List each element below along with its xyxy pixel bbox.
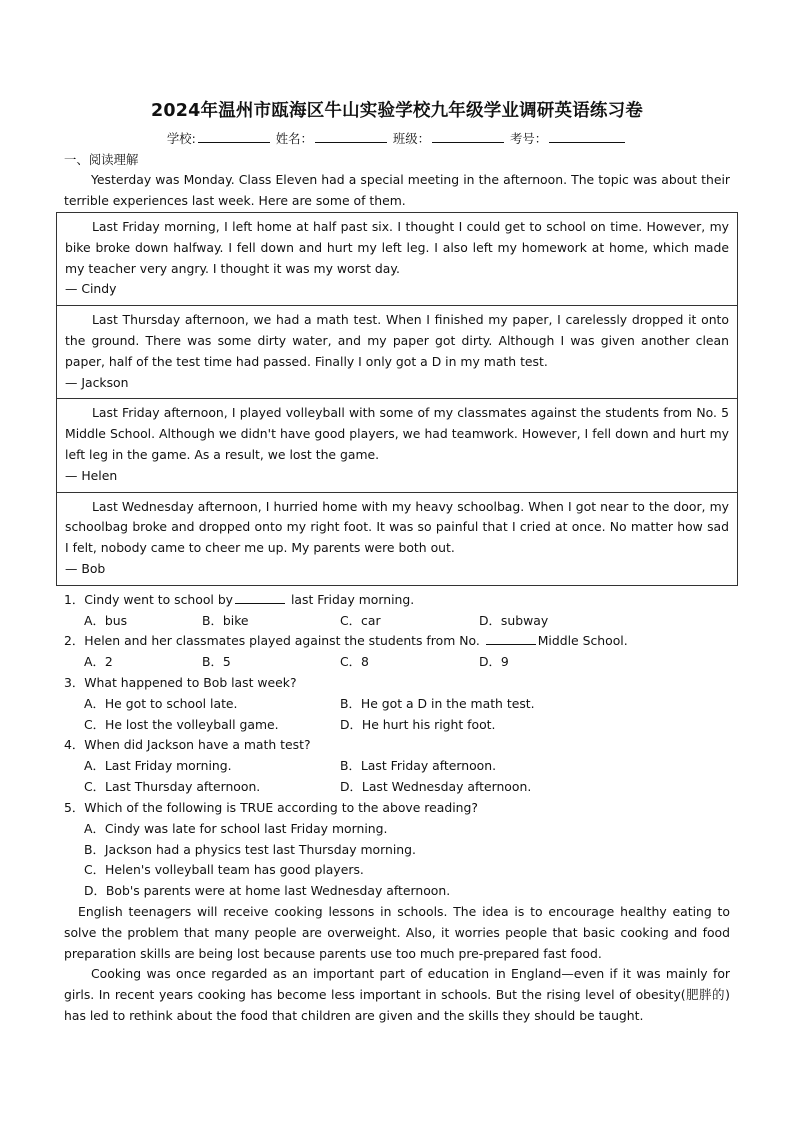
question-2	[64, 631, 730, 652]
question-number: 2．	[64, 633, 85, 648]
option-d[interactable]: D．subway	[479, 613, 549, 628]
options-q2	[84, 652, 730, 673]
question-number: 4．	[64, 737, 85, 752]
options-q4-row1	[84, 756, 730, 777]
question-text-end: Middle School.	[537, 633, 628, 648]
option-d[interactable]: D．9	[479, 654, 509, 669]
story-author: — Helen	[65, 467, 118, 483]
class-label: 班级：	[392, 131, 431, 146]
intro-paragraph: Yesterday was Monday. Class Eleven had a special meeting in the afternoon. The topic was about their terrible experiences last week. Here are some of them.	[64, 172, 730, 208]
question-text: Helen and her classmates played against the students from No.	[84, 633, 484, 648]
option-a[interactable]: A．He got to school late.	[84, 696, 238, 711]
options-q1	[84, 611, 730, 632]
stories-box	[56, 212, 738, 586]
option-a[interactable]: A．Cindy was late for school last Friday morning.	[84, 821, 388, 836]
school-label: 学校:	[166, 131, 196, 146]
name-label: 姓名：	[275, 131, 313, 146]
question-text: Which of the following is TRUE according to the above reading?	[84, 800, 478, 815]
question-number: 1．	[64, 592, 85, 607]
question-number: 3．	[64, 675, 85, 690]
question-3	[64, 673, 730, 694]
option-c[interactable]: C．8	[340, 654, 369, 669]
option-d[interactable]: D．Last Wednesday afternoon.	[340, 779, 532, 794]
question-text: When did Jackson have a math test?	[84, 737, 311, 752]
story-author: — Cindy	[65, 281, 117, 297]
story-author: — Jackson	[65, 374, 129, 390]
story-text: Last Friday afternoon, I played volleyball with some of my classmates against the students from No. 5 Middle School. Although we didn't have good players, we had teamwork. However, I fell down and hurt my left leg in the game. As a result, we lost the game.	[65, 405, 729, 462]
option-a[interactable]: A．bus	[84, 613, 128, 628]
passage2-paragraph-2: Cooking was once regarded as an important part of education in England—even if it was mainly for girls. In recent years cooking has become less important in schools. But the rising level of obesity(肥胖的) has led to rethink about the food that children are given and the skills they should be taught.	[64, 966, 730, 1023]
options-q3-row2	[84, 715, 730, 736]
story-cindy	[57, 213, 737, 306]
options-q4-row2	[84, 777, 730, 798]
story-text: Last Wednesday afternoon, I hurried home with my heavy schoolbag. When I got near to the door, my schoolbag broke and dropped onto my right foot. It was so painful that I cried at once. No matter how sad I felt, nobody came to cheer me up. My parents were both out.	[65, 498, 729, 556]
story-author: — Bob	[65, 560, 106, 576]
number-label: 考号：	[510, 131, 548, 146]
story-text: Last Thursday afternoon, we had a math test. When I finished my paper, I carelessly dropped it onto the ground. There was some dirty water, and my paper got dirty. Although I was given another clean paper, half of the test time had passed. Finally I only got a D in my math test.	[65, 312, 729, 369]
number-blank[interactable]	[549, 129, 625, 143]
option-d[interactable]: D．He hurt his right foot.	[340, 717, 496, 732]
option-b[interactable]: B．Last Friday afternoon.	[340, 758, 497, 773]
option-b[interactable]: B．bike	[202, 613, 249, 628]
question-number: 5．	[64, 800, 85, 815]
question-5	[64, 798, 730, 819]
option-a[interactable]: A．2	[84, 654, 113, 669]
question-1	[64, 590, 730, 611]
student-info-row	[64, 129, 730, 147]
option-b[interactable]: B．Jackson had a physics test last Thursday morning.	[84, 842, 416, 857]
options-q3-row1	[84, 694, 730, 715]
question-4	[64, 735, 730, 756]
passage2-paragraph-1: English teenagers will receive cooking lessons in schools. The idea is to encourage healthy eating to solve the problem that many people are overweight. Also, it worries people that basic cooking and food preparation skills are being lost because parents use too much pre-prepared fast food.	[64, 904, 730, 961]
option-c[interactable]: C．Helen's volleyball team has good players.	[84, 862, 364, 877]
answer-blank[interactable]	[486, 631, 536, 645]
story-bob	[57, 493, 737, 585]
question-text-end: last Friday morning.	[287, 592, 415, 607]
section-heading-reading: 一、阅读理解	[64, 152, 139, 167]
option-a[interactable]: A．Last Friday morning.	[84, 758, 232, 773]
option-d[interactable]: D．Bob's parents were at home last Wednesday afternoon.	[84, 883, 451, 898]
option-c[interactable]: C．He lost the volleyball game.	[84, 717, 279, 732]
answer-blank[interactable]	[235, 590, 285, 604]
question-text: Cindy went to school by	[84, 592, 234, 607]
page-title: 2024年温州市瓯海区牛山实验学校九年级学业调研英语练习卷	[150, 101, 643, 121]
option-c[interactable]: C．Last Thursday afternoon.	[84, 779, 261, 794]
question-text: What happened to Bob last week?	[84, 675, 297, 690]
option-b[interactable]: B．He got a D in the math test.	[340, 696, 535, 711]
story-jackson	[57, 306, 737, 399]
story-text: Last Friday morning, I left home at half past six. I thought I could get to school on time. However, my bike broke down halfway. I fell down and hurt my left leg. I also left my homework at home, which made my teacher very angry. I thought it was my worst day.	[65, 219, 729, 276]
class-blank[interactable]	[432, 129, 504, 143]
story-helen	[57, 399, 737, 492]
name-blank[interactable]	[315, 129, 387, 143]
option-b[interactable]: B．5	[202, 654, 231, 669]
option-c[interactable]: C．car	[340, 613, 381, 628]
school-blank[interactable]	[198, 129, 270, 143]
